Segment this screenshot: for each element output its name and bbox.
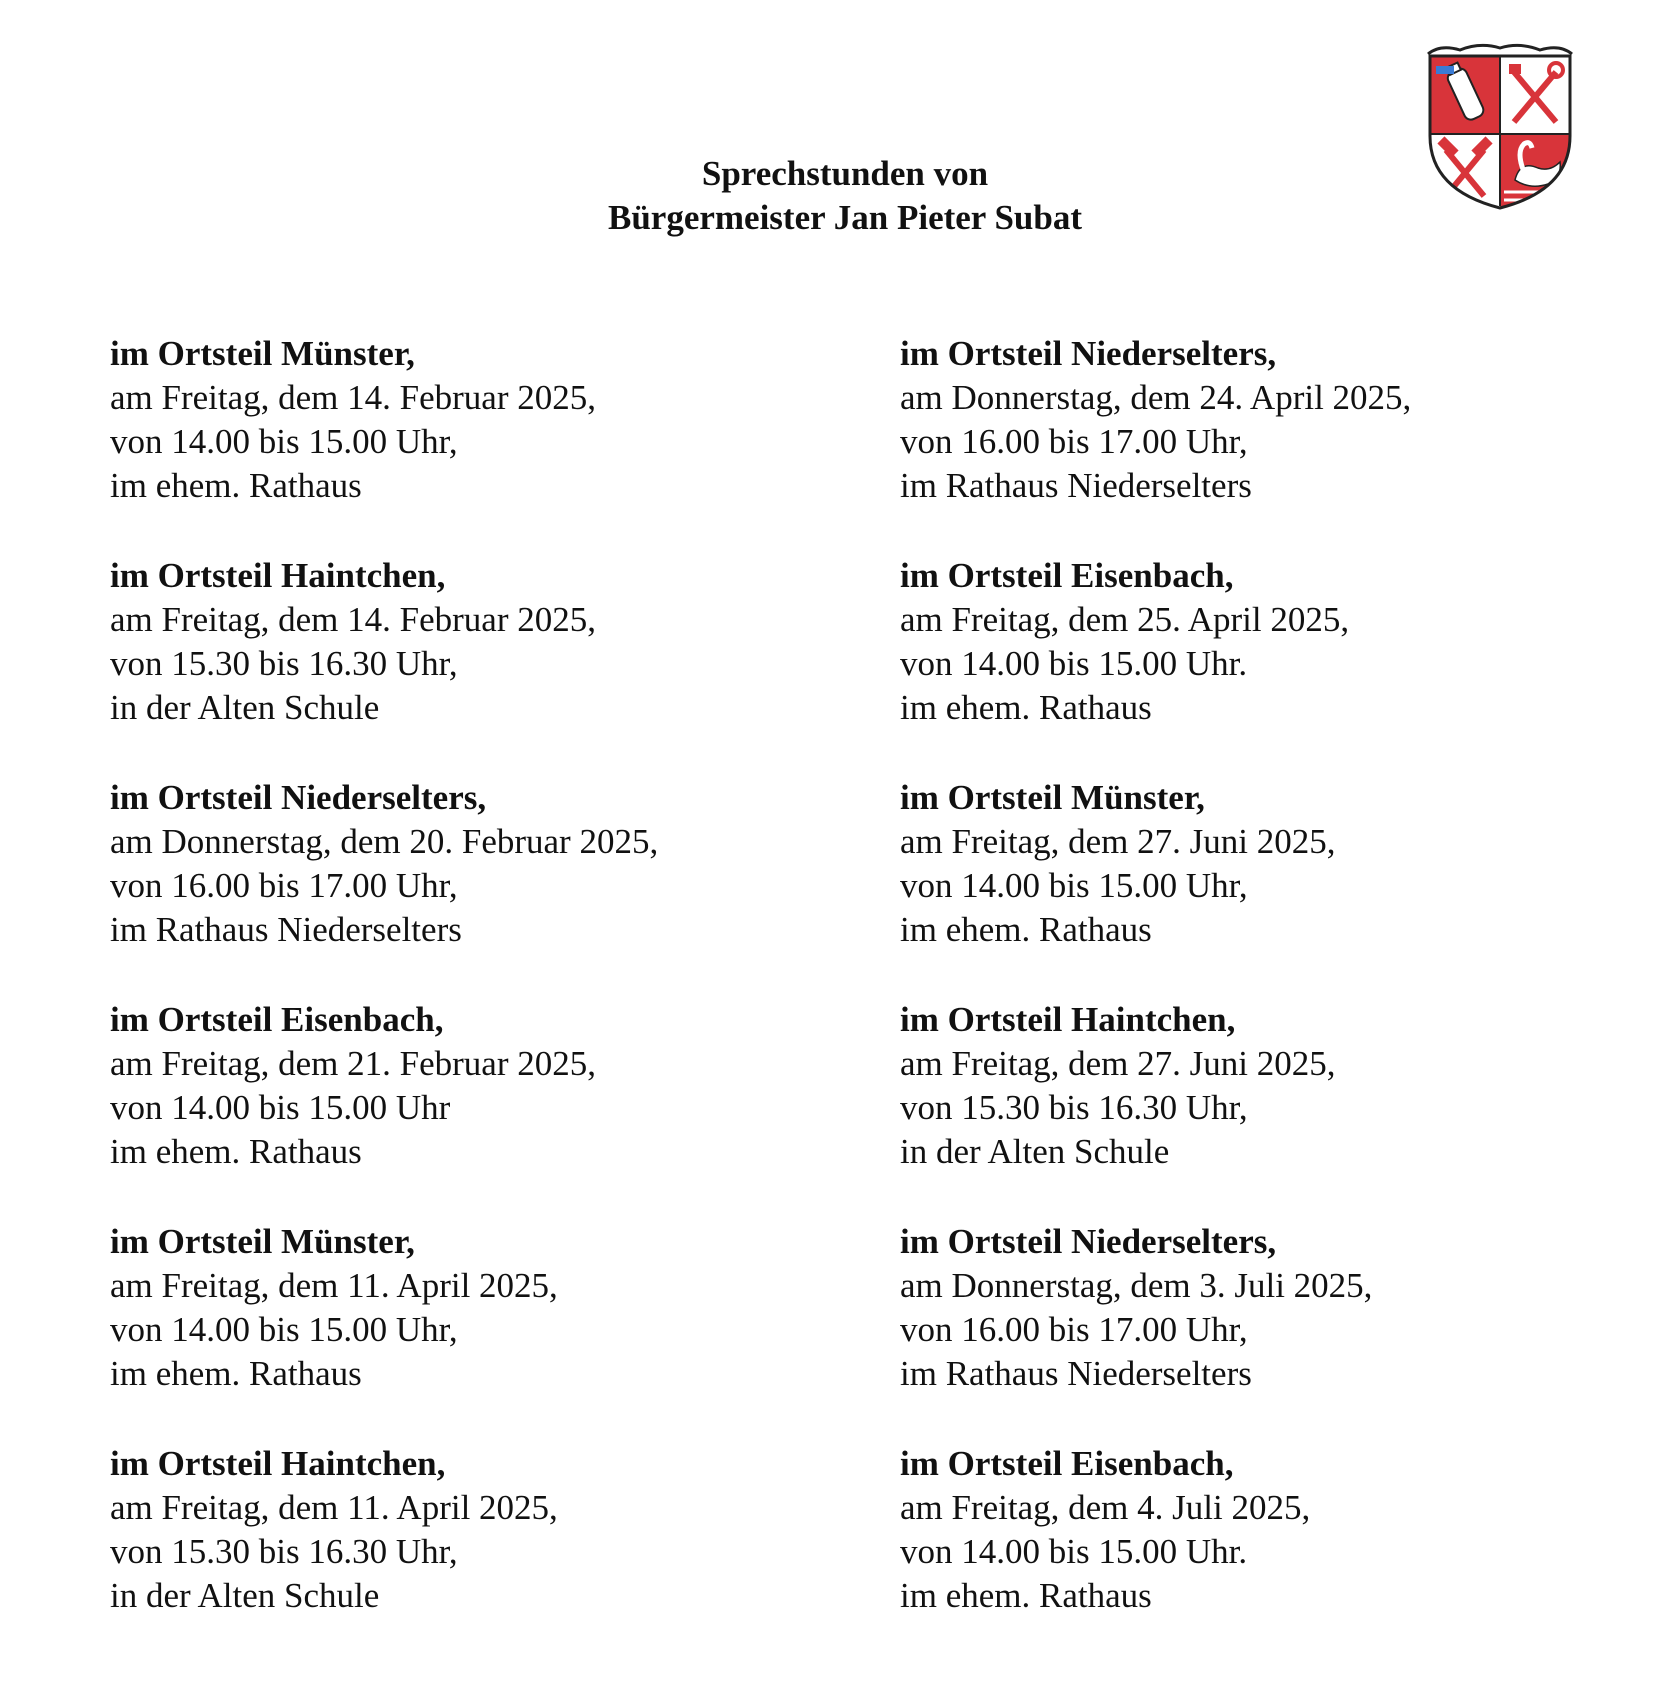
schedule-entry [110,776,658,998]
entry-place: im Rathaus Niederselters [110,910,462,949]
entry-date: am Donnerstag, dem 3. Juli 2025, [900,1266,1373,1305]
entry-location: im Ortsteil Münster, [110,334,415,373]
entry-date: am Freitag, dem 14. Februar 2025, [110,378,597,417]
entry-location: im Ortsteil Eisenbach, [900,1444,1234,1483]
title-line-2: Bürgermeister Jan Pieter Subat [607,198,1083,237]
entry-location: im Ortsteil Eisenbach, [110,1000,444,1039]
schedule-entry [110,1220,658,1442]
entry-date: am Freitag, dem 11. April 2025, [110,1488,558,1527]
entry-location: im Ortsteil Münster, [110,1222,415,1261]
entry-date: am Freitag, dem 25. April 2025, [900,600,1350,639]
title-line-1: Sprechstunden von [701,154,989,193]
entry-place: im ehem. Rathaus [900,1576,1152,1615]
entry-date: am Freitag, dem 14. Februar 2025, [110,600,597,639]
entry-time: von 14.00 bis 15.00 Uhr, [900,866,1248,905]
schedule-column-left [110,332,658,1664]
entry-date: am Freitag, dem 4. Juli 2025, [900,1488,1311,1527]
entry-location: im Ortsteil Haintchen, [900,1000,1236,1039]
entry-place: im Rathaus Niederselters [900,466,1252,505]
entry-place: im ehem. Rathaus [900,688,1152,727]
schedule-entry [900,554,1411,776]
schedule-entry [110,998,658,1220]
entry-date: am Freitag, dem 21. Februar 2025, [110,1044,597,1083]
schedule-entry [110,332,658,554]
entry-time: von 16.00 bis 17.00 Uhr, [900,422,1248,461]
page-title [0,152,1660,240]
entry-place: im ehem. Rathaus [900,910,1152,949]
schedule-entry [900,998,1411,1220]
entry-time: von 14.00 bis 15.00 Uhr, [110,1310,458,1349]
entry-time: von 16.00 bis 17.00 Uhr, [110,866,458,905]
entry-place: im ehem. Rathaus [110,1132,362,1171]
entry-location: im Ortsteil Niederselters, [110,778,487,817]
entry-place: im ehem. Rathaus [110,466,362,505]
entry-location: im Ortsteil Haintchen, [110,556,446,595]
entry-location: im Ortsteil Eisenbach, [900,556,1234,595]
entry-place: in der Alten Schule [110,1576,380,1615]
entry-location: im Ortsteil Niederselters, [900,334,1277,373]
schedule-entry [900,776,1411,998]
entry-time: von 14.00 bis 15.00 Uhr, [110,422,458,461]
entry-time: von 14.00 bis 15.00 Uhr [110,1088,451,1127]
entry-location: im Ortsteil Münster, [900,778,1205,817]
entry-date: am Freitag, dem 27. Juni 2025, [900,1044,1336,1083]
entry-time: von 14.00 bis 15.00 Uhr. [900,644,1248,683]
entry-date: am Donnerstag, dem 24. April 2025, [900,378,1412,417]
entry-location: im Ortsteil Haintchen, [110,1444,446,1483]
entry-location: im Ortsteil Niederselters, [900,1222,1277,1261]
entry-place: im Rathaus Niederselters [900,1354,1252,1393]
schedule-entry [900,1442,1411,1664]
schedule-entry [900,332,1411,554]
schedule-column-right [900,332,1411,1664]
entry-date: am Donnerstag, dem 20. Februar 2025, [110,822,659,861]
entry-time: von 15.30 bis 16.30 Uhr, [900,1088,1248,1127]
entry-date: am Freitag, dem 27. Juni 2025, [900,822,1336,861]
schedule-entry [110,1442,658,1664]
entry-time: von 15.30 bis 16.30 Uhr, [110,644,458,683]
schedule-entry [900,1220,1411,1442]
entry-date: am Freitag, dem 11. April 2025, [110,1266,558,1305]
entry-place: in der Alten Schule [900,1132,1170,1171]
entry-time: von 16.00 bis 17.00 Uhr, [900,1310,1248,1349]
schedule-entry [110,554,658,776]
entry-time: von 14.00 bis 15.00 Uhr. [900,1532,1248,1571]
entry-place: in der Alten Schule [110,688,380,727]
entry-time: von 15.30 bis 16.30 Uhr, [110,1532,458,1571]
entry-place: im ehem. Rathaus [110,1354,362,1393]
